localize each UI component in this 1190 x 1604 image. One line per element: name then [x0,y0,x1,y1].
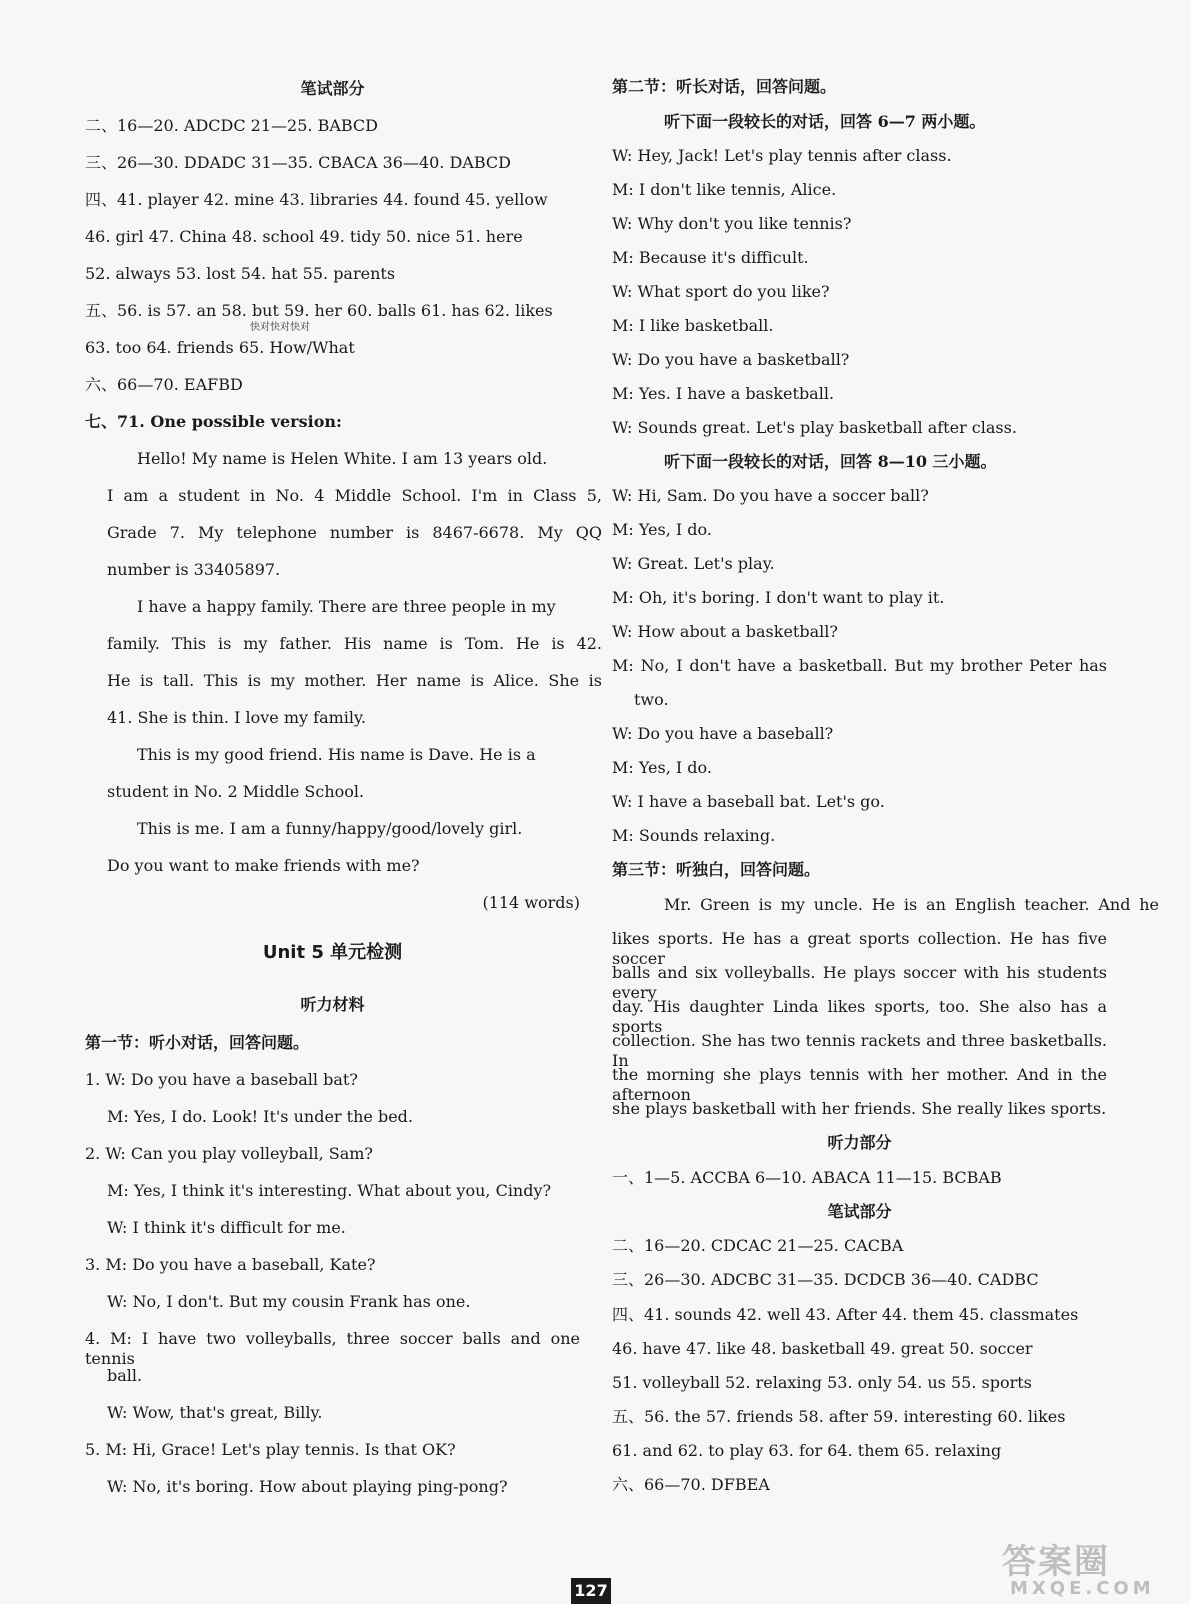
text-line: M: Yes, I do. Look! It's under the bed. [107,1107,413,1126]
text-line: W: What sport do you like? [612,282,830,301]
text-line: 五、56. the 57. friends 58. after 59. interesting 60. likes [612,1407,1066,1426]
text-line: 46. have 47. like 48. basketball 49. great 50. soccer [612,1339,1033,1358]
text-line: Hello! My name is Helen White. I am 13 years old. [137,449,548,468]
text-line: she plays basketball with her friends. She really likes sports. [612,1099,1107,1118]
text-line: ball. [107,1366,143,1385]
text-line: W: Do you have a basketball? [612,350,850,369]
text-line: M: No, I don't have a basketball. But my brother Peter has [612,656,1107,675]
text-line: Unit 5 单元检测 [262,942,403,963]
text-line: 六、66—70. EAFBD [85,375,243,394]
text-line: W: I think it's difficult for me. [107,1218,346,1237]
watermark-logo [992,1530,1162,1600]
text-line: W: How about a basketball? [612,622,838,641]
text-line: 笔试部分 [300,79,365,98]
text-line: M: Yes. I have a basketball. [612,384,835,403]
text-line: 52. always 53. lost 54. hat 55. parents [85,264,396,283]
watermark-text-top: 答案圈 [1002,1542,1110,1582]
text-line: 四、41. player 42. mine 43. libraries 44. found 45. yellow [85,190,548,209]
text-line: M: Yes, I do. [612,758,712,777]
text-line: W: Sounds great. Let's play basketball after class. [612,418,1017,437]
text-line: 七、71. One possible version: [85,412,342,431]
text-line: W: Do you have a baseball? [612,724,834,743]
text-line: W: Hi, Sam. Do you have a soccer ball? [612,486,929,505]
text-line: W: Great. Let's play. [612,554,775,573]
text-line: W: No, it's boring. How about playing ping-pong? [107,1477,508,1496]
text-line: 听力材料 [300,995,365,1014]
text-line: 1. W: Do you have a baseball bat? [85,1070,358,1089]
text-line: 51. volleyball 52. relaxing 53. only 54. us 55. sports [612,1373,1032,1392]
text-line: 听力部分 [827,1133,892,1152]
text-line: day. His daughter Linda likes sports, too. She also has a sports [612,997,1107,1036]
text-line: 46. girl 47. China 48. school 49. tidy 50. nice 51. here [85,227,523,246]
text-line: 二、16—20. CDCAC 21—25. CACBA [612,1236,904,1255]
text-line: 六、66—70. DFBEA [612,1475,770,1494]
handwritten-annotation: 快对快对快对 [250,322,310,333]
text-line: M: Oh, it's boring. I don't want to play it. [612,588,945,607]
text-line: 63. too 64. friends 65. How/What [85,338,355,357]
text-line: 第二节：听长对话，回答问题。 [612,77,837,96]
text-line: 4. M: I have two volleyballs, three soccer balls and one tennis [85,1329,580,1368]
text-line: (114 words) [482,893,580,912]
text-line: 一、1—5. ACCBA 6—10. ABACA 11—15. BCBAB [612,1168,1002,1187]
text-line: 61. and 62. to play 63. for 64. them 65. relaxing [612,1441,1002,1460]
text-line: family. This is my father. His name is Tom. He is 42. [107,634,602,653]
text-line: W: Wow, that's great, Billy. [107,1403,323,1422]
watermark-text-bottom: MXQE.COM [1010,1578,1155,1599]
text-line: 2. W: Can you play volleyball, Sam? [85,1144,373,1163]
text-line: collection. She has two tennis rackets and three basketballs. In [612,1031,1107,1070]
text-line: 三、26—30. ADCBC 31—35. DCDCB 36—40. CADBC [612,1270,1039,1289]
text-line: 第一节：听小对话，回答问题。 [85,1033,310,1052]
text-line: 四、41. sounds 42. well 43. After 44. them 45. classmates [612,1305,1079,1324]
text-line: He is tall. This is my mother. Her name is Alice. She is [107,671,602,690]
text-line: M: Because it's difficult. [612,248,809,267]
text-line: I have a happy family. There are three people in my [137,597,556,616]
text-line: This is me. I am a funny/happy/good/lovely girl. [137,819,523,838]
text-line: This is my good friend. His name is Dave. He is a [137,745,536,764]
text-line: 笔试部分 [827,1202,892,1221]
text-line: W: Hey, Jack! Let's play tennis after class. [612,146,952,165]
text-line: W: No, I don't. But my cousin Frank has one. [107,1292,471,1311]
text-line: M: Yes, I think it's interesting. What about you, Cindy? [107,1181,552,1200]
text-line: Grade 7. My telephone number is 8467-6678. My QQ [107,523,602,542]
page-number: 127 [571,1578,611,1604]
text-line: the morning she plays tennis with her mother. And in the afternoon [612,1065,1107,1104]
text-line: student in No. 2 Middle School. [107,782,365,801]
text-line: M: I don't like tennis, Alice. [612,180,837,199]
text-line: M: I like basketball. [612,316,774,335]
text-line: 听下面一段较长的对话，回答 6—7 两小题。 [664,112,986,131]
text-line: 二、16—20. ADCDC 21—25. BABCD [85,116,379,135]
text-line: W: Why don't you like tennis? [612,214,852,233]
text-line: I am a student in No. 4 Middle School. I'm in Class 5, [107,486,602,505]
text-line: 5. M: Hi, Grace! Let's play tennis. Is that OK? [85,1440,456,1459]
text-line: balls and six volleyballs. He plays soccer with his students every [612,963,1107,1002]
text-line: W: I have a baseball bat. Let's go. [612,792,885,811]
text-line: likes sports. He has a great sports collection. He has five soccer [612,929,1107,968]
text-line: 三、26—30. DDADC 31—35. CBACA 36—40. DABCD [85,153,511,172]
text-line: 第三节：听独白，回答问题。 [612,860,821,879]
text-line: 五、56. is 57. an 58. but 59. her 60. balls 61. has 62. likes [85,301,553,320]
text-line: 听下面一段较长的对话，回答 8—10 三小题。 [664,452,997,471]
text-line: 41. She is thin. I love my family. [107,708,367,727]
text-line: 3. M: Do you have a baseball, Kate? [85,1255,376,1274]
text-line: two. [634,690,669,709]
text-line: Do you want to make friends with me? [107,856,420,875]
text-line: number is 33405897. [107,560,281,579]
text-line: M: Sounds relaxing. [612,826,776,845]
text-line: Mr. Green is my uncle. He is an English teacher. And he [664,895,1159,914]
text-line: M: Yes, I do. [612,520,712,539]
